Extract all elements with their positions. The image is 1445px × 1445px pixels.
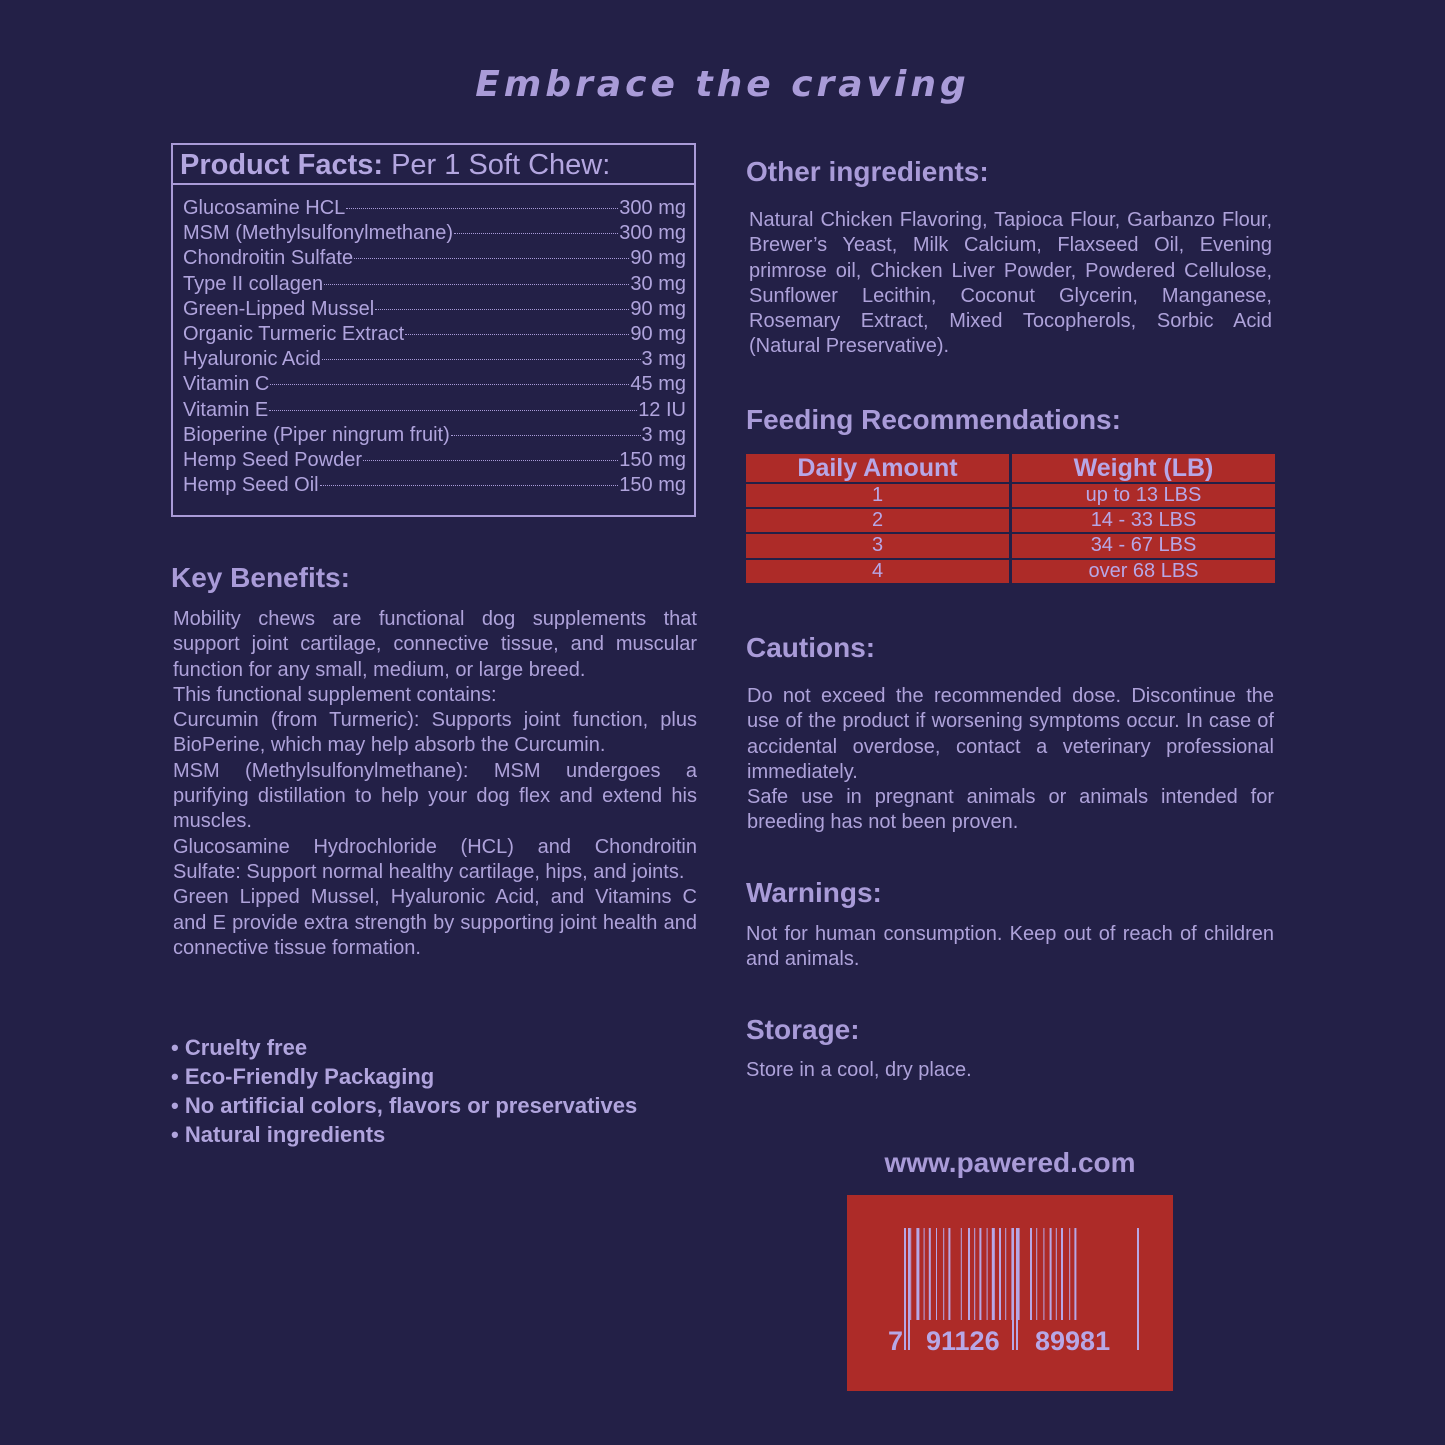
- dotted-leader: [269, 410, 637, 411]
- product-facts-amount: 90 mg: [630, 247, 686, 270]
- dotted-leader: [320, 485, 619, 486]
- barcode-bar: [992, 1228, 995, 1320]
- feeding-cell-amount: 4: [746, 560, 1009, 585]
- warnings-text: [746, 922, 1274, 973]
- feature-bullets: [171, 1033, 637, 1149]
- product-facts-ingredient: Chondroitin Sulfate: [183, 247, 354, 270]
- product-facts-amount: 12 IU: [638, 398, 686, 421]
- barcode-bar: [1056, 1228, 1057, 1320]
- barcode-guard-bar: [1137, 1228, 1139, 1350]
- product-facts-list: [173, 185, 694, 498]
- product-facts-row: [183, 322, 686, 347]
- product-facts-panel: [171, 143, 696, 517]
- barcode-bar: [924, 1228, 925, 1320]
- headline: Embrace the craving: [475, 64, 970, 105]
- warnings-paragraph: Not for human consumption. Keep out of reach of children and animals.: [746, 923, 1274, 971]
- product-facts-row: [183, 423, 686, 448]
- dotted-leader: [375, 309, 629, 310]
- barcode-bar: [961, 1228, 962, 1320]
- other-ingredients-paragraph: Natural Chicken Flavoring, Tapioca Flour, Garbanzo Flour, Brewer’s Yeast, Milk Calcium, Flaxseed Oil, Evening primrose oil, Chicken Liver Powder, Powdered Cellulose, Sunflower Lecithin, Coconut Glycerin, Manganese, Rosemary Extract, Mixed Tocopherols, Sorbic Acid (Natural Preservative).: [749, 209, 1272, 358]
- product-facts-amount: 300 mg: [619, 222, 686, 245]
- barcode-bar: [1050, 1228, 1052, 1320]
- barcode-bar: [943, 1228, 944, 1320]
- product-facts-row: [183, 473, 686, 498]
- product-facts-amount: 150 mg: [619, 474, 686, 497]
- product-facts-ingredient: MSM (Methylsulfonylmethane): [183, 222, 454, 245]
- barcode-bar: [1074, 1228, 1076, 1320]
- barcode-bar: [916, 1228, 919, 1320]
- storage-title: Storage:: [746, 1014, 860, 1045]
- barcode-bar: [1043, 1228, 1044, 1320]
- cautions-title: Cautions:: [746, 632, 876, 663]
- product-facts-row: [183, 398, 686, 423]
- product-facts-amount: 300 mg: [619, 197, 686, 219]
- dotted-leader: [354, 258, 629, 259]
- product-facts-ingredient: Glucosamine HCL: [183, 197, 346, 219]
- barcode-bar: [987, 1228, 988, 1320]
- feeding-table-row: [746, 484, 1275, 509]
- website-url[interactable]: www.pawered.com: [884, 1147, 1136, 1178]
- feeding-cell-amount: 1: [746, 484, 1009, 509]
- product-facts-row: [183, 347, 686, 372]
- feeding-title: Feeding Recommendations:: [746, 404, 1121, 435]
- dotted-leader: [270, 384, 629, 385]
- barcode-bar: [974, 1228, 975, 1320]
- product-facts-title-rest: Per 1 Soft Chew:: [383, 149, 611, 181]
- key-benefits-text: [173, 607, 697, 961]
- storage-paragraph: Store in a cool, dry place.: [746, 1059, 972, 1081]
- product-facts-ingredient: Bioperine (Piper ningrum fruit): [183, 423, 450, 446]
- product-facts-row: [183, 196, 686, 221]
- feeding-cell-weight: up to 13 LBS: [1012, 484, 1275, 509]
- barcode-bar: [929, 1228, 931, 1320]
- product-facts-ingredient: Hemp Seed Oil: [183, 474, 319, 497]
- product-facts-ingredient: Hemp Seed Powder: [183, 448, 362, 471]
- dotted-leader: [451, 435, 641, 436]
- barcode-bar: [1005, 1228, 1006, 1320]
- dotted-leader: [322, 359, 641, 360]
- product-facts-ingredient: Vitamin E: [183, 398, 269, 421]
- barcode-guard-bar: [908, 1228, 910, 1350]
- barcode-digits-left: 91126: [926, 1326, 1000, 1356]
- product-facts-ingredient: Type II collagen: [183, 272, 324, 295]
- product-facts-amount: 90 mg: [630, 297, 686, 320]
- feeding-header-weight: Weight (LB): [1012, 454, 1275, 484]
- feeding-table-row: [746, 560, 1275, 585]
- key-benefits-title: Key Benefits:: [171, 562, 350, 593]
- barcode-bar: [979, 1228, 981, 1320]
- storage-text: [746, 1058, 1274, 1083]
- key-benefits-paragraph: Green Lipped Mussel, Hyaluronic Acid, and Vitamins C and E provide extra strength by supporting joint health and connective tissue formation.: [173, 886, 697, 959]
- dotted-leader: [454, 233, 618, 234]
- product-facts-amount: 90 mg: [630, 322, 686, 345]
- feeding-cell-amount: 2: [746, 509, 1009, 534]
- feeding-cell-amount: 3: [746, 534, 1009, 559]
- barcode-bar: [999, 1228, 1001, 1320]
- product-facts-row: [183, 448, 686, 473]
- barcode-guard-bar: [1012, 1228, 1014, 1350]
- key-benefits-paragraph: MSM (Methylsulfonylmethane): MSM undergoes a purifying distillation to help your dog flex and extend his muscles.: [173, 759, 697, 833]
- product-facts-title: [173, 145, 694, 185]
- barcode-bar: [1061, 1228, 1063, 1320]
- warnings-title: Warnings:: [746, 877, 882, 908]
- product-facts-amount: 3 mg: [641, 348, 686, 371]
- product-facts-row: [183, 246, 686, 271]
- product-facts-row: [183, 372, 686, 397]
- barcode-bar: [968, 1228, 970, 1320]
- feeding-table-row: [746, 534, 1275, 559]
- product-facts-title-bold: Product Facts:: [180, 149, 384, 181]
- dotted-leader: [363, 460, 618, 461]
- product-facts-amount: 150 mg: [619, 448, 686, 471]
- product-facts-row: [183, 221, 686, 246]
- barcode-guard-bar: [1016, 1228, 1018, 1350]
- feeding-table-header: [746, 454, 1275, 484]
- barcode-bar: [948, 1228, 950, 1320]
- cautions-text: [747, 684, 1274, 836]
- bullet-item: • Cruelty free: [171, 1035, 308, 1060]
- barcode: [847, 1195, 1173, 1391]
- feeding-table-row: [746, 509, 1275, 534]
- barcode-bar: [910, 1228, 911, 1320]
- key-benefits-paragraph: Curcumin (from Turmeric): Supports joint function, plus BioPerine, which may help absorb the Curcumin.: [173, 709, 697, 757]
- feeding-cell-weight: 34 - 67 LBS: [1012, 534, 1275, 559]
- dotted-leader: [346, 208, 618, 209]
- product-facts-amount: 30 mg: [630, 272, 686, 295]
- feeding-header-daily-amount: Daily Amount: [746, 454, 1009, 484]
- feeding-cell-weight: 14 - 33 LBS: [1012, 509, 1275, 534]
- product-facts-ingredient: Green-Lipped Mussel: [183, 297, 375, 320]
- key-benefits-paragraph: This functional supplement contains:: [173, 683, 497, 706]
- barcode-bar: [1036, 1228, 1037, 1320]
- feeding-cell-weight: over 68 LBS: [1012, 560, 1275, 585]
- barcode-bar: [1069, 1228, 1070, 1320]
- dotted-leader: [324, 284, 629, 285]
- product-facts-ingredient: Organic Turmeric Extract: [183, 322, 405, 345]
- barcode-guard-bar: [904, 1228, 906, 1350]
- cautions-paragraph: Do not exceed the recommended dose. Discontinue the use of the product if worsening symptoms occur. In case of accidental overdose, contact a veterinary professional immediately.: [747, 685, 1274, 783]
- cautions-paragraph: Safe use in pregnant animals or animals intended for breeding has not been proven.: [747, 786, 1274, 834]
- barcode-digits-right: 89981: [1035, 1326, 1111, 1356]
- product-facts-ingredient: Vitamin C: [183, 373, 270, 396]
- barcode-bar: [936, 1228, 937, 1320]
- bullet-item: • Natural ingredients: [171, 1122, 386, 1147]
- barcode-graphic: [847, 1195, 1173, 1391]
- dotted-leader: [405, 334, 629, 335]
- product-facts-row: [183, 272, 686, 297]
- other-ingredients-text: [749, 208, 1272, 360]
- key-benefits-paragraph: Glucosamine Hydrochloride (HCL) and Chondroitin Sulfate: Support normal healthy cartilage, hips, and joints.: [173, 835, 697, 883]
- feeding-table: [746, 454, 1275, 585]
- product-facts-amount: 3 mg: [641, 423, 686, 446]
- key-benefits-paragraph: Mobility chews are functional dog supplements that support joint cartilage, connective tissue, and muscular function for any small, medium, or large breed.: [173, 608, 697, 681]
- product-facts-ingredient: Hyaluronic Acid: [183, 348, 321, 371]
- bullet-item: • No artificial colors, flavors or preservatives: [171, 1093, 638, 1118]
- barcode-bar: [1030, 1228, 1032, 1320]
- product-facts-row: [183, 297, 686, 322]
- bullet-item: • Eco-Friendly Packaging: [171, 1064, 435, 1089]
- barcode-digit-first: 7: [888, 1326, 904, 1356]
- product-facts-amount: 45 mg: [630, 373, 686, 396]
- other-ingredients-title: Other ingredients:: [746, 156, 989, 187]
